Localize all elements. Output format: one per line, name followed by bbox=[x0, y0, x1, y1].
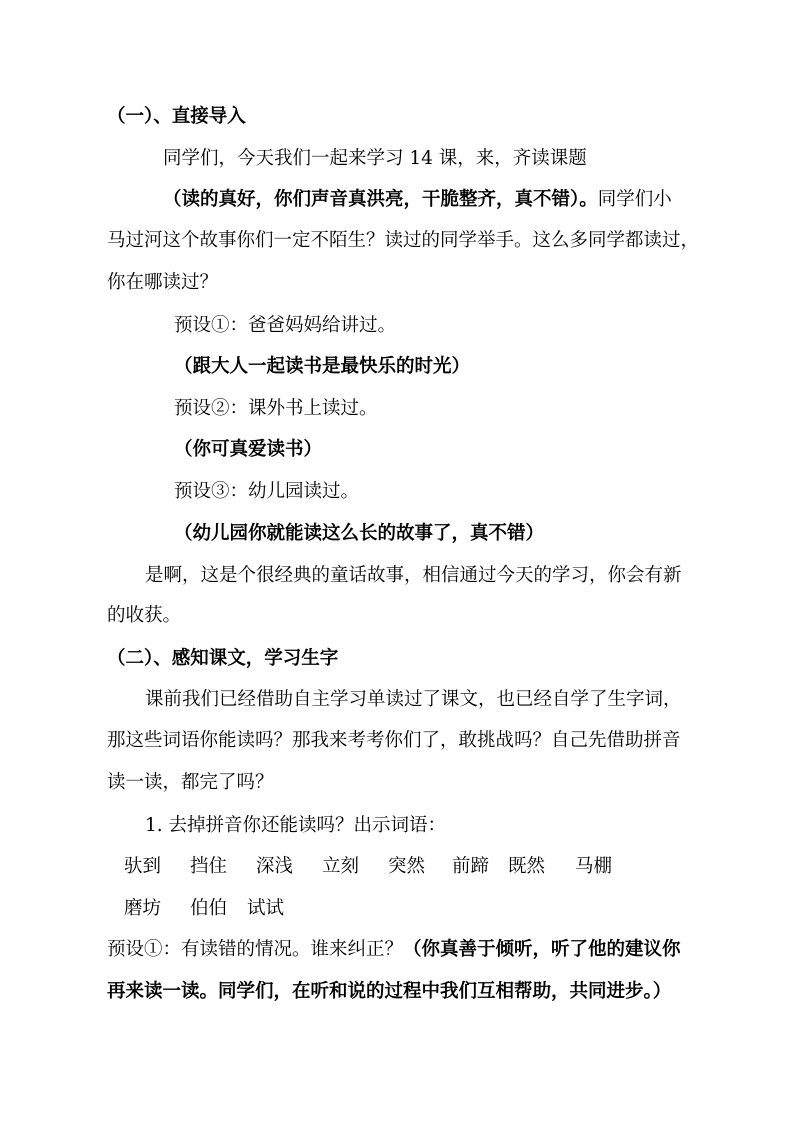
preset-2-feedback: （你可真爱读书） bbox=[174, 439, 323, 460]
vocabulary-word: 试试 bbox=[247, 898, 285, 919]
vocabulary-word: 马棚 bbox=[575, 856, 613, 877]
section-2-preset-line-2: 再来读一读。同学们，在听和说的过程中我们互相帮助，共同进步。） bbox=[107, 981, 672, 1002]
vocabulary-word: 磨坊 bbox=[124, 898, 162, 919]
vocabulary-word: 既然 bbox=[508, 856, 546, 877]
section-1-intro: 同学们，今天我们一起来学习 14 课，来，齐读课题 bbox=[163, 148, 587, 169]
summary-line-1: 是啊，这是个很经典的童话故事，相信通过今天的学习，你会有新 bbox=[145, 565, 682, 586]
vocabulary-word: 前蹄 bbox=[452, 856, 490, 877]
teacher-feedback: （你真善于倾听，听了他的建议你 bbox=[403, 939, 681, 960]
section-2-intro-line-1: 课前我们已经借助自主学习单读过了课文，也已经自学了生字词， bbox=[145, 689, 682, 710]
preset-2: 预设②：课外书上读过。 bbox=[174, 398, 378, 419]
vocabulary-word: 深浅 bbox=[256, 856, 294, 877]
section-1-paragraph-line-1 bbox=[163, 188, 672, 212]
section-2-intro-line-2: 那这些词语你能读吗？那我来考考你们了，敢挑战吗？自己先借助拼音 bbox=[107, 730, 681, 751]
vocabulary-word: 驮到 bbox=[124, 856, 162, 877]
paragraph-text: 同学们小 bbox=[597, 189, 672, 210]
teacher-feedback-1: （读的真好，你们声音真洪亮，干脆整齐，真不错）。 bbox=[163, 189, 598, 210]
section-2-heading: （二）、感知课文，学习生字 bbox=[107, 648, 339, 669]
section-2-preset-line-1 bbox=[107, 938, 681, 962]
vocabulary-word: 突然 bbox=[388, 856, 426, 877]
section-1-heading: （一）、直接导入 bbox=[107, 106, 246, 127]
vocabulary-word: 伯伯 bbox=[190, 898, 228, 919]
section-2-intro-line-3: 读一读，都完了吗？ bbox=[107, 772, 274, 793]
vocabulary-word: 立刻 bbox=[322, 856, 360, 877]
preset-1: 预设①：爸爸妈妈给讲过。 bbox=[174, 315, 397, 336]
vocabulary-word: 挡住 bbox=[190, 856, 228, 877]
section-1-paragraph-line-2: 马过河这个故事你们一定不陌生？读过的同学举手。这么多同学都读过， bbox=[107, 230, 700, 251]
preset-3: 预设③：幼儿园读过。 bbox=[174, 481, 360, 502]
preset-3-feedback: （幼儿园你就能读这么长的故事了，真不错） bbox=[174, 523, 545, 544]
summary-line-2: 的收获。 bbox=[107, 605, 182, 626]
preset-text: 预设①：有读错的情况。谁来纠正？ bbox=[107, 939, 404, 960]
section-1-paragraph-line-3: 你在哪读过？ bbox=[107, 272, 219, 293]
task-1: 1. 去掉拼音你还能读吗？出示词语： bbox=[145, 815, 447, 836]
preset-1-feedback: （跟大人一起读书是最快乐的时光） bbox=[174, 356, 471, 377]
